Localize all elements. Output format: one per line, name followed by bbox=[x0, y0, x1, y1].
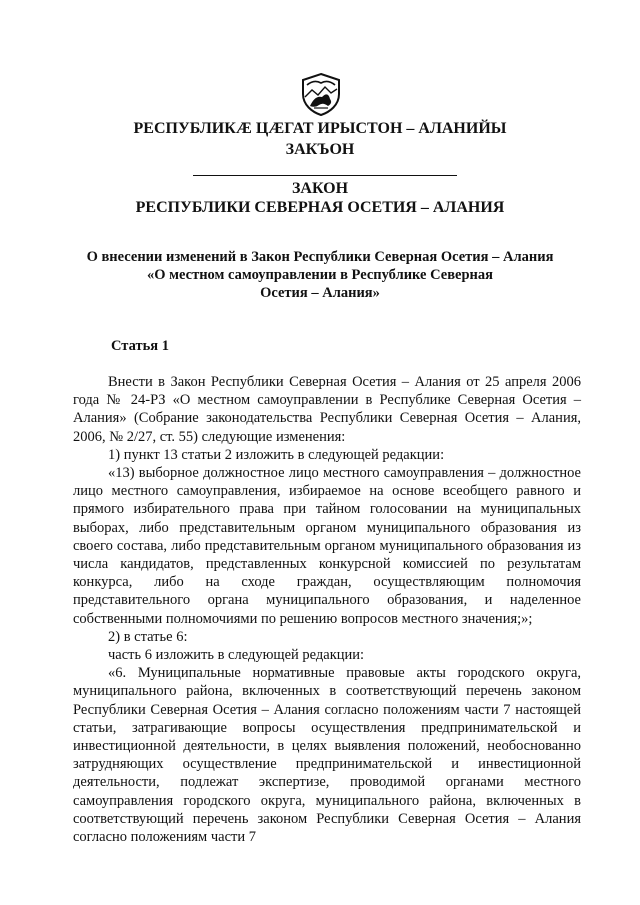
paragraph-item-1: 1) пункт 13 статьи 2 изложить в следующей редакции: bbox=[108, 446, 445, 463]
russian-law-heading: ЗАКОН bbox=[291, 180, 349, 197]
paragraph-intro: Внести в Закон Республики Северная Осетия – Алания от 25 апреля 2006 года № 24-РЗ «О местном самоуправлении в Республике Северная Осетия – Алания» (Собрание законодательства Республики Северная Осетия – Алания, 2006, № 2/27, ст. 55) следующие изменения: bbox=[73, 374, 581, 445]
article-heading: Статья 1 bbox=[111, 338, 169, 354]
law-title-line-3: Осетия – Алания» bbox=[260, 285, 380, 301]
paragraph-item-2: 2) в статье 6: bbox=[108, 628, 188, 645]
ossetian-republic-name: РЕСПУБЛИКÆ ЦÆГАТ ИРЫСТОН – АЛАНИЙЫ bbox=[133, 120, 507, 137]
law-title-line-2: «О местном самоуправлении в Республике Северная bbox=[147, 267, 493, 283]
paragraph-definition-13: «13) выборное должностное лицо местного самоуправления – должностное лицо местного самоуправления, избираемое на основе всеобщего равного и прямого избирательного права при тайном голосовании на муниципальных выборах, либо представительным органом муниципального образования из своего состава, либо представительным органом муниципального образования из числа кандидатов, представленных конкурсной комиссией по результатам конкурса, либо на сходе граждан, осуществляющим полномочия представительного органа муниципального образования, и наделенное собственными полномочиями по решению вопросов местного значения;»; bbox=[73, 465, 581, 627]
ossetian-law-heading: ЗАКЪОН bbox=[285, 141, 355, 158]
law-title-line-1: О внесении изменений в Закон Республики Северная Осетия – Алания bbox=[86, 249, 554, 265]
header-divider bbox=[193, 175, 457, 176]
paragraph-part-6-text: «6. Муниципальные нормативные правовые акты городского округа, муниципального района, включенных в соответствующий перечень законом Республики Северная Осетия – Алания согласно положениям части 7 настоящей статьи, затрагивающие вопросы осуществления предпринимательской и инвестиционной деятельности, в целях выявления положений, необоснованно затрудняющих осуществление предпринимательской и инвестиционной деятельности, подлежат экспертизе, проводимой органами местного самоуправления городского округа, муниципального района, включенных в соответствующий перечень законом Республики Северная Осетия – Алания согласно положениям части 7 bbox=[73, 665, 581, 846]
paragraph-part-6-intro: часть 6 изложить в следующей редакции: bbox=[108, 647, 365, 664]
russian-republic-name: РЕСПУБЛИКИ СЕВЕРНАЯ ОСЕТИЯ – АЛАНИЯ bbox=[135, 199, 505, 216]
coat-of-arms-icon bbox=[299, 72, 343, 116]
article-body bbox=[73, 373, 581, 846]
